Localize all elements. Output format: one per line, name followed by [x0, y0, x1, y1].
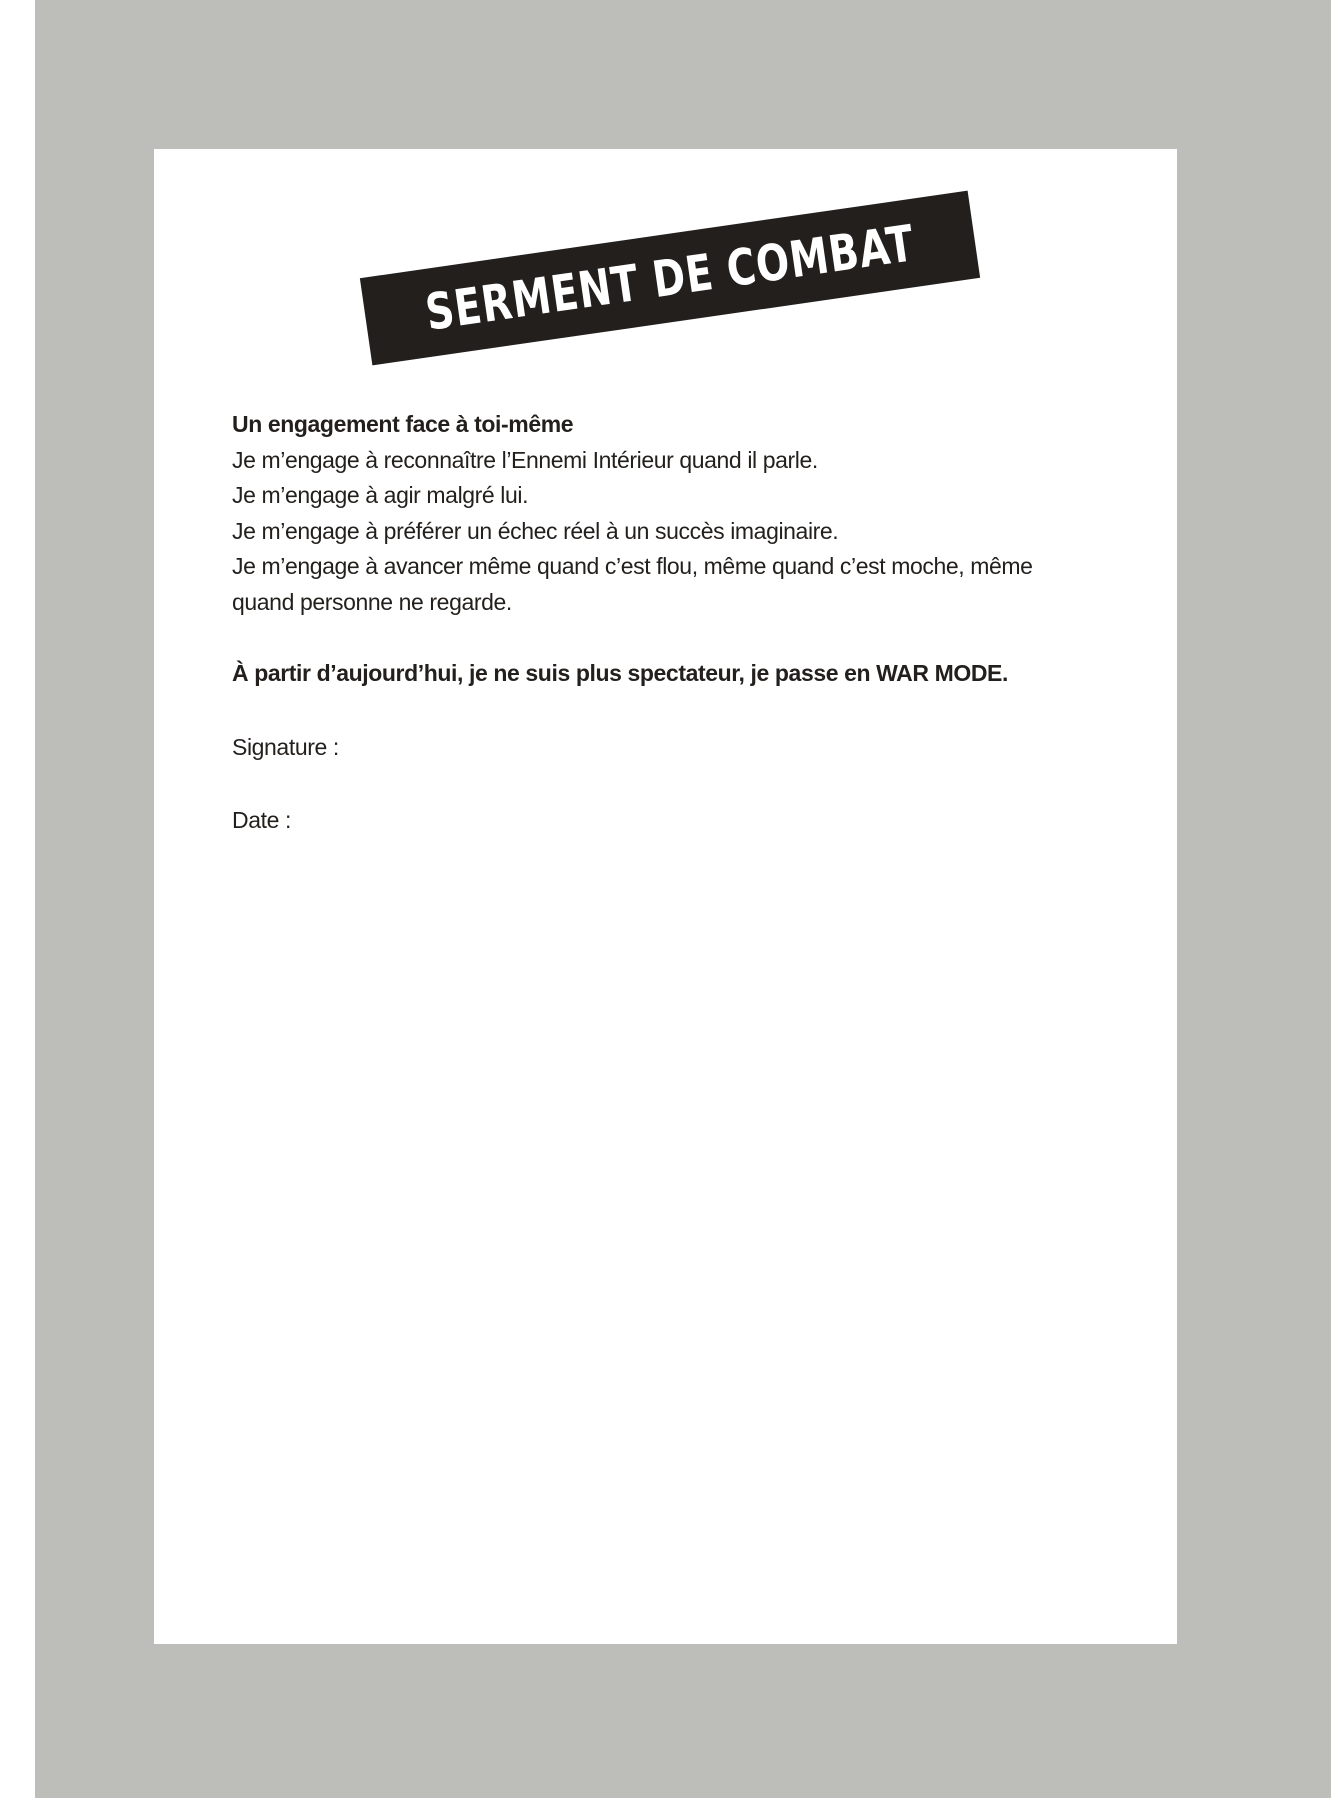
date-label: Date :	[232, 807, 291, 833]
commitment-line: Je m’engage à reconnaître l’Ennemi Intérieur quand il parle.	[232, 446, 818, 473]
spacer	[232, 765, 1132, 803]
oath-heading: Un engagement face à toi-même	[232, 411, 574, 437]
commitment-line: Je m’engage à agir malgré lui.	[232, 482, 529, 508]
signature-label: Signature :	[232, 733, 339, 760]
oath-content	[232, 407, 1132, 839]
commitment-line: Je m’engage à avancer même quand c’est flou, même quand c’est moche, même	[232, 553, 1033, 579]
spacer	[232, 620, 1132, 656]
commitment-line: Je m’engage à préférer un échec réel à un succès imaginaire.	[232, 517, 839, 544]
commitment-line: quand personne ne regarde.	[232, 588, 512, 615]
document-page	[154, 149, 1177, 1644]
document-title: SERMENT DE COMBAT	[421, 214, 919, 342]
title-banner	[360, 191, 980, 366]
spacer	[232, 692, 1132, 730]
oath-declaration: À partir d’aujourd’hui, je ne suis plus spectateur, je passe en WAR MODE.	[232, 660, 1008, 686]
